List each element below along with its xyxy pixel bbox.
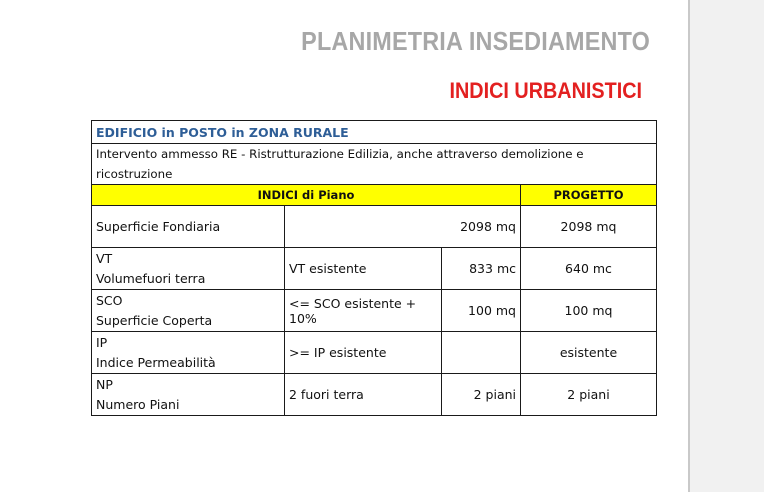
table-row [92, 332, 657, 374]
row-code: IP [96, 334, 108, 350]
row-value: 100 mq [442, 290, 521, 332]
section-title: EDIFICIO in POSTO in ZONA RURALE [92, 121, 657, 144]
row-value: 2098 mq [285, 206, 521, 248]
row-name: Volumefuori terra [96, 270, 206, 286]
row-name: Superficie Fondiaria [96, 219, 221, 234]
row-label [92, 332, 285, 374]
row-label [92, 290, 285, 332]
row-rule: >= IP esistente [285, 332, 442, 374]
row-name: Superficie Coperta [96, 312, 213, 328]
row-value: 833 mc [442, 248, 521, 290]
indici-table [91, 120, 657, 416]
row-code: NP [96, 376, 113, 392]
row-value: 2 piani [442, 374, 521, 416]
row-value [442, 332, 521, 374]
row-rule: 2 fuori terra [285, 374, 442, 416]
row-label [92, 206, 285, 248]
page-title: PLANIMETRIA INSEDIAMENTO [301, 26, 650, 56]
column-header-progetto: PROGETTO [521, 185, 657, 206]
page-subtitle: INDICI URBANISTICI [449, 78, 642, 103]
row-code: VT [96, 250, 113, 266]
row-label [92, 374, 285, 416]
column-header-indici: INDICI di Piano [92, 185, 521, 206]
table-row [92, 248, 657, 290]
table-row [92, 374, 657, 416]
page-edge-strip [688, 0, 764, 492]
intro-text: Intervento ammesso RE - Ristrutturazione Edilizia, anche attraverso demolizione e ricostruzione [92, 144, 657, 185]
row-rule: <= SCO esistente + 10% [285, 290, 442, 332]
row-name: Numero Piani [96, 396, 180, 412]
table-row [92, 290, 657, 332]
row-code: SCO [96, 292, 123, 308]
row-progetto: 2 piani [521, 374, 657, 416]
row-label [92, 248, 285, 290]
row-name: Indice Permeabilità [96, 354, 216, 370]
row-rule: VT esistente [285, 248, 442, 290]
row-progetto: 2098 mq [521, 206, 657, 248]
row-progetto: esistente [521, 332, 657, 374]
row-progetto: 100 mq [521, 290, 657, 332]
table-row [92, 206, 657, 248]
row-progetto: 640 mc [521, 248, 657, 290]
